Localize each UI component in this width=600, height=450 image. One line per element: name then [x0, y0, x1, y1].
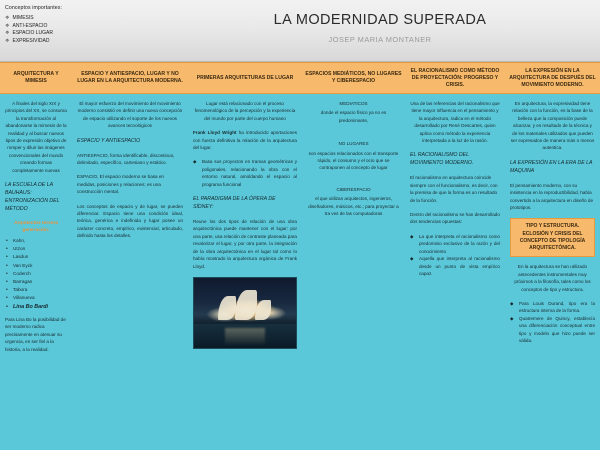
key-concept-label: EXPRESIVIDAD	[12, 37, 50, 44]
key-concept-item	[5, 15, 155, 23]
col6-paragraph-2: En la arquitectura se han utilizado antecedentes instrumentales muy próximos a la filosofía, tales como los conceptos de tipo y estructura.	[514, 264, 591, 292]
list-item: • Lasdun	[5, 253, 67, 261]
key-concept-label: ESPACIO LUGAR	[12, 30, 53, 37]
list-item-highlight: • Lina Bo Bardi	[5, 303, 67, 311]
col6-heading: LA EXPRESIÓN EN LA ERA DE LA MAQUINA	[510, 159, 593, 174]
col6-intro: En arquitectura, la expresividad tiene relación con la función, es la base de la belleza que la composición puede alcanzar, y es resultado de la técnica y de los materiales utilizados que pueden ser expresados de manera más o menos autentica.	[510, 101, 595, 151]
col6-bullet-list	[510, 300, 595, 344]
tipo-estructura-callout	[510, 218, 595, 257]
diamond-bullet-icon: ❖	[5, 37, 10, 44]
list-item: • Villanueva	[5, 294, 67, 302]
col3-heading: EL PARADIGMA DE LA ÓPERA DE SÍDNEY:	[193, 196, 276, 211]
band-heading-4: ESPACIOS MEDIÁTICOS, NO LUGARES Y CIBERESPACIO	[305, 71, 402, 84]
page-title: LA MODERNIDAD SUPERADA	[273, 12, 487, 28]
band-heading-3: PRIMERAS ARQUITETURAS DE LUGAR	[196, 74, 294, 81]
key-concepts-label: Conceptos importantes:	[5, 5, 62, 11]
col3-fllw-paragraph	[193, 129, 297, 151]
key-concept-label: MIMESIS	[12, 15, 34, 21]
col3-intro: Lugar está relacionado con el proceso fenomenológico de la percepción y la experiencia del mundo por parte del cuerpo humano	[194, 101, 296, 121]
col5-heading: EL RACIONALISMO DEL MOVIMIENTO MODERNO.	[410, 152, 474, 167]
col4-def-2: son espacios relacionados con el transporte rápido, el consumo y el ocio que se contraponen al concepto de lugar	[308, 150, 399, 171]
key-concept-item	[5, 30, 155, 38]
diamond-bullet-icon: ❖	[5, 15, 10, 21]
col1-heading: LA ESCUELA DE LA BAUHAUS: ENTRONIZACIÓN DEL MÉTODO	[5, 182, 60, 213]
content-columns	[0, 94, 600, 450]
col5-paragraph-2: Dentro del racionalismo se han desarrollado dos tendencias opuestas:	[410, 212, 500, 225]
list-item: • Tabora	[5, 286, 67, 294]
col2-intro: El mayor esfuerzo del movimiento del movimiento moderno consistió en definir una nueva concepción de espacio utilizando el soporte de los nuevos avances tecnológicos	[77, 101, 183, 129]
list-item: ◆ Para Louis Durand, tipo era la estructura interna de la forma.	[510, 300, 595, 315]
diamond-bullet-icon: ❖	[5, 30, 10, 37]
col2-paragraph-3: Los conceptos de espacio y de lugar, se pueden diferenciar. Espacio tiene una condición ideal, teórica, genérica e indefinida y lugar posee un carácter concreto, empírico, existencial, articulado, definido hasta los detalles.	[77, 203, 183, 239]
photo-sail-shell	[235, 290, 257, 320]
photo-sail-shell	[255, 300, 271, 320]
col3-paragraph-1: Reune los dos tipos de relación de una obra arquitectónica puede mantener con el lugar: por una parte, usa relación de contraste planeada para revalorizar el lugar, y por otra parte, la integración de la obra arquitectónica en el lugar tal como lo había mostrado la arquitectura orgánica de Frank Lloyd.	[193, 219, 297, 269]
column-racionalismo	[405, 94, 505, 450]
col5-bullet-list	[410, 233, 500, 277]
list-item: ◆ Aquella que interpreta al racionalismo desde un punto de vista empírico capaz.	[410, 255, 500, 277]
sydney-opera-house-photo	[193, 277, 297, 349]
key-concept-item	[5, 38, 155, 46]
col5-paragraph-1: El racionalismo en arquitectura coincide siempre con el funcionalismo, es decir, con la premisa de que la forma es un resultado de la función.	[410, 175, 498, 203]
author-subtitle: JOSEP MARIA MONTANER	[328, 35, 432, 44]
col4-def-3: el que utilizan arquitectos, ingenieros, diseñadores, músicos, etc.; para proyectar a tra ves de las computadoras	[308, 196, 399, 217]
list-item: • Utzon	[5, 245, 67, 253]
key-concepts-block	[5, 5, 155, 45]
col3-bullet-list	[193, 158, 297, 188]
list-item: ◆ Quatremere de Quincy, establecía una diferenciación conceptual entre tipo y modelo que hizo puede ser válida.	[510, 315, 595, 345]
column-expresion	[505, 94, 600, 450]
list-item: • Kahn,	[5, 237, 67, 245]
col3-fllw-rest: ha introducido aportaciones con fuerza definitiva la relación de la arquitectura del lugar.	[193, 130, 297, 151]
col3-fllw-name: Frank Lloyd Wright	[193, 130, 237, 136]
col4-term-2: NO LUGARES	[338, 141, 369, 147]
col2-paragraph-1: ANTIESPACIO, forma identificable, discontinuo, delimitado, específico, cartesiano y estático.	[77, 152, 175, 166]
col1-intro: A finales del siglo XIX y principios del XX, se consuma la transformación al abandonarse la mimesis de la realidad y al buscar nuevos tipos de expresión objetivo de romper y diluir las imágenes convencionales del mundo creando formas completamente nuevas	[5, 101, 67, 173]
col2-heading: ESPACIO Y ANTIESPACIO	[77, 137, 141, 144]
key-concept-label: ANTI-ESPACIO	[12, 22, 48, 29]
list-item: • Coderch	[5, 270, 67, 278]
band-heading-1: ARQUITECTURA Y MIMESIS	[13, 71, 59, 84]
list-item: • Barragan	[5, 278, 67, 286]
callout-title: TIPO Y ESTRUCTURA. ECLOSIÓN Y CRISIS DEL CONCEPTO DE TIPOLOGÍA ARQUITECTÓNICA.	[519, 223, 586, 252]
band-heading-6: LA EXPRESIÓN EN LA ARQUITECTURA DE DESPUÉS DEL MOVIMIENTO MODERNO.	[509, 67, 596, 88]
band-heading-2: ESPACIO Y ANTIESPACIO, LUGAR Y NO LUGAR EN LA ARQUITECTURA MODERNA.	[77, 71, 183, 84]
key-concept-item	[5, 23, 155, 31]
col4-term-1: MEDIATICOS	[339, 101, 368, 106]
band-heading-5: EL RACIONALISMO COMO MÉTODO DE PROYECTACIÓN: PROGRESO Y CRISIS.	[410, 67, 500, 88]
col5-intro: Una de las referencias del racionalismo que tiene mayor influencia en el pensamiento y la arquitectura, radica en el método desarrollado por René Descartes, quien aplica como método la experiencia interpretada a la luz de la rasón.	[410, 101, 500, 144]
slide-header	[0, 0, 600, 62]
column-espacios-mediaticos	[302, 94, 405, 450]
col4-term-3: CIBERESPACIO	[336, 186, 371, 192]
section-header-band	[0, 62, 600, 94]
col6-paragraph-1: El pensamiento moderno, con su insistencia en la reproductibilidad, había convertido a la arquitectura en diseño de prototipos.	[510, 182, 593, 211]
list-item: • Van Eyck	[5, 262, 67, 270]
photo-sail-shell	[218, 296, 236, 320]
col1-closing: Para Lina Bo la posibilidad de ser moderno radica precisamente en atenuar su urgencia, en ser fiel a la historia, a la realidad.	[5, 316, 66, 352]
list-item: ◆ Basa sus proyectos en tramas geométricas y poligonales, relacionando la obra con el entorno natural, amoldando el espacio al programa funcional	[193, 158, 297, 188]
column-arquitectura-y-mimesis	[0, 94, 72, 450]
list-item: ◆ La que interpreta el racionalismo como predominio exclusivo de la razón y del conocimiento	[410, 233, 500, 255]
title-area	[170, 12, 590, 44]
column-espacio-y-antiespacio	[72, 94, 188, 450]
diamond-bullet-icon: ❖	[5, 22, 10, 29]
photo-reflection	[225, 328, 266, 346]
col2-paragraph-2: ESPACIO, El espacio moderno se basa en medidas, posiciones y relaciones; es una construcción mental.	[77, 174, 164, 195]
col1-subheading: Arquitectos tercera generación:	[14, 221, 58, 234]
col1-architect-list	[5, 237, 67, 311]
column-primeras-arquitecturas-de-lugar	[188, 94, 302, 450]
col4-def-1: donde el espacio físico ya no es predominante,	[320, 110, 387, 123]
